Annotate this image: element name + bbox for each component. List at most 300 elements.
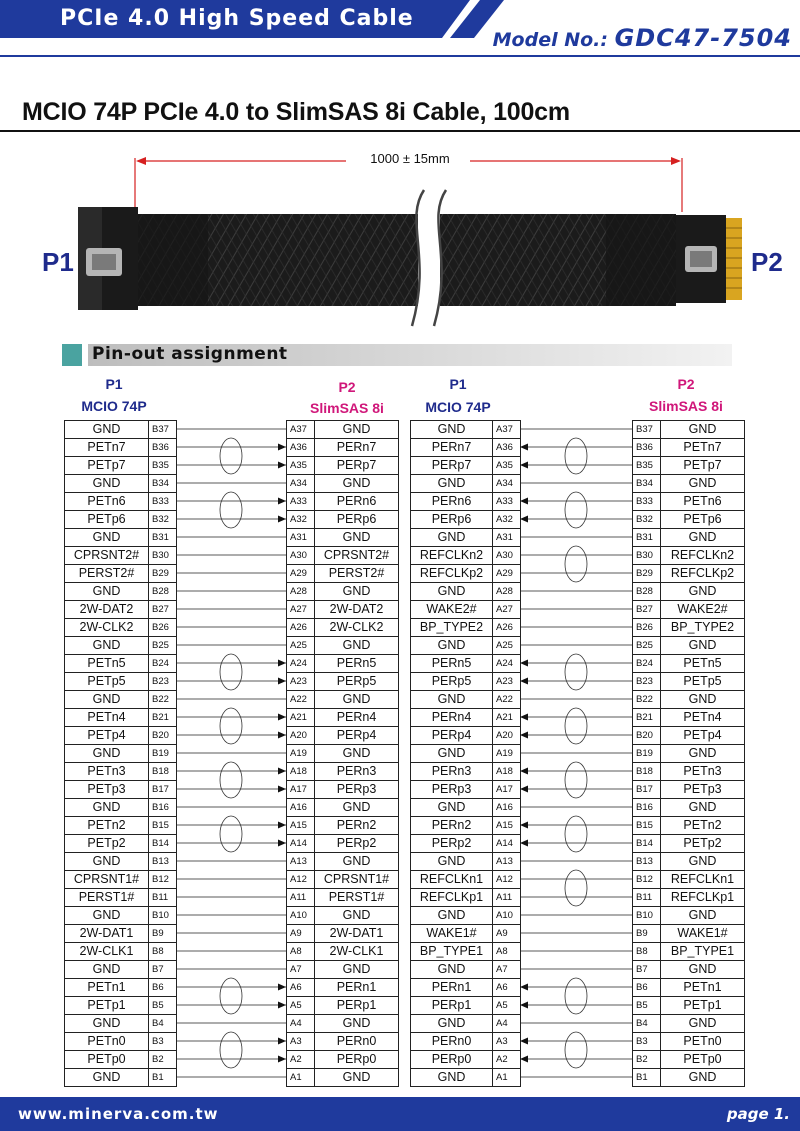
pin-number: A15 xyxy=(493,817,521,835)
signal-name: BP_TYPE1 xyxy=(661,943,745,961)
pin-number: A3 xyxy=(287,1033,315,1051)
arrow-icon xyxy=(520,822,528,829)
pin-number: B16 xyxy=(633,799,661,817)
signal-name: PERp1 xyxy=(411,997,493,1015)
pin-number: B24 xyxy=(149,655,177,673)
signal-name: PETp3 xyxy=(65,781,149,799)
pin-number: B15 xyxy=(633,817,661,835)
signal-name: PETp2 xyxy=(65,835,149,853)
pin-number: B32 xyxy=(633,511,661,529)
footer-url[interactable]: www.minerva.com.tw xyxy=(18,1105,219,1123)
signal-name: PETn3 xyxy=(65,763,149,781)
signal-name: GND xyxy=(65,1015,149,1033)
pin-number: A18 xyxy=(493,763,521,781)
pin-number: B2 xyxy=(149,1051,177,1069)
signal-name: PERn0 xyxy=(315,1033,399,1051)
signal-name: PETn4 xyxy=(65,709,149,727)
arrow-icon xyxy=(520,660,528,667)
signal-name: PERp2 xyxy=(315,835,399,853)
pin-number: B10 xyxy=(149,907,177,925)
signal-name: PETp1 xyxy=(661,997,745,1015)
pin-number: A6 xyxy=(493,979,521,997)
signal-name: CPRSNT2# xyxy=(65,547,149,565)
pin-number: A17 xyxy=(493,781,521,799)
pin-number: B28 xyxy=(633,583,661,601)
signal-name: GND xyxy=(411,1015,493,1033)
pin-number: B3 xyxy=(633,1033,661,1051)
signal-name: GND xyxy=(65,637,149,655)
signal-name: PERp0 xyxy=(315,1051,399,1069)
right-p2-header: P2 xyxy=(677,376,695,392)
pin-number: B16 xyxy=(149,799,177,817)
arrow-icon xyxy=(520,462,528,469)
pin-number: B23 xyxy=(149,673,177,691)
signal-name: PETn2 xyxy=(661,817,745,835)
pin-number: A23 xyxy=(493,673,521,691)
arrow-icon xyxy=(520,678,528,685)
signal-name: WAKE1# xyxy=(661,925,745,943)
pin-number: A12 xyxy=(287,871,315,889)
pin-number: A31 xyxy=(493,529,521,547)
pin-number: A1 xyxy=(287,1069,315,1087)
arrow-icon xyxy=(278,678,286,685)
signal-name: GND xyxy=(411,799,493,817)
pin-number: A4 xyxy=(493,1015,521,1033)
pin-number: A9 xyxy=(493,925,521,943)
pin-number: B10 xyxy=(633,907,661,925)
twisted-pair-icon xyxy=(565,870,587,906)
signal-name: PERn4 xyxy=(315,709,399,727)
signal-name: PERp6 xyxy=(315,511,399,529)
signal-name: REFCLKp2 xyxy=(411,565,493,583)
signal-name: 2W-CLK1 xyxy=(315,943,399,961)
signal-name: PERp4 xyxy=(315,727,399,745)
signal-name: PERp2 xyxy=(411,835,493,853)
signal-name: GND xyxy=(315,529,399,547)
pin-number: A5 xyxy=(287,997,315,1015)
signal-name: PETn3 xyxy=(661,763,745,781)
pin-number: B2 xyxy=(633,1051,661,1069)
pin-number: A22 xyxy=(287,691,315,709)
signal-name: 2W-CLK2 xyxy=(315,619,399,637)
dimension-label: 1000 ± 15mm xyxy=(355,151,465,166)
arrow-icon xyxy=(520,732,528,739)
signal-name: GND xyxy=(315,853,399,871)
pin-number: B4 xyxy=(149,1015,177,1033)
pin-number: B28 xyxy=(149,583,177,601)
twisted-pair-icon xyxy=(565,978,587,1014)
pin-number: A26 xyxy=(287,619,315,637)
signal-name: GND xyxy=(411,421,493,439)
pin-number: A1 xyxy=(493,1069,521,1087)
model-value: GDC47-7504 xyxy=(614,24,792,52)
pin-number: A33 xyxy=(287,493,315,511)
arrow-icon xyxy=(278,840,286,847)
signal-name: PERp3 xyxy=(411,781,493,799)
arrow-icon xyxy=(520,840,528,847)
twisted-pair-icon xyxy=(565,654,587,690)
signal-name: PERn0 xyxy=(411,1033,493,1051)
pin-number: B30 xyxy=(633,547,661,565)
pin-number: A7 xyxy=(287,961,315,979)
model-label: Model No.: xyxy=(492,29,615,51)
signal-name: PETp3 xyxy=(661,781,745,799)
pin-number: A24 xyxy=(493,655,521,673)
arrow-icon xyxy=(278,768,286,775)
pin-number: B3 xyxy=(149,1033,177,1051)
signal-name: GND xyxy=(661,529,745,547)
pin-number: B32 xyxy=(149,511,177,529)
signal-name: PETp2 xyxy=(661,835,745,853)
signal-name: GND xyxy=(315,1069,399,1087)
arrow-icon xyxy=(520,714,528,721)
pin-number: B7 xyxy=(633,961,661,979)
pin-number: A20 xyxy=(287,727,315,745)
signal-name: GND xyxy=(661,691,745,709)
signal-name: PERp0 xyxy=(411,1051,493,1069)
pin-number: B18 xyxy=(149,763,177,781)
signal-name: 2W-CLK2 xyxy=(65,619,149,637)
arrow-icon xyxy=(278,1038,286,1045)
pin-number: A26 xyxy=(493,619,521,637)
arrow-icon xyxy=(520,984,528,991)
left-p2-header: P2 xyxy=(338,379,356,395)
pin-number: B27 xyxy=(149,601,177,619)
pin-number: B24 xyxy=(633,655,661,673)
signal-name: PETp4 xyxy=(65,727,149,745)
pin-number: B33 xyxy=(149,493,177,511)
signal-name: PETp7 xyxy=(661,457,745,475)
p2-label: P2 xyxy=(751,247,783,277)
pin-number: B22 xyxy=(633,691,661,709)
signal-name: PERn2 xyxy=(315,817,399,835)
signal-name: GND xyxy=(661,475,745,493)
signal-name: REFCLKp1 xyxy=(661,889,745,907)
signal-name: GND xyxy=(65,1069,149,1087)
signal-name: PERST1# xyxy=(65,889,149,907)
pin-number: B11 xyxy=(633,889,661,907)
signal-name: REFCLKn2 xyxy=(411,547,493,565)
pin-number: B35 xyxy=(149,457,177,475)
pin-number: B4 xyxy=(633,1015,661,1033)
pin-number: A36 xyxy=(287,439,315,457)
signal-name: BP_TYPE2 xyxy=(661,619,745,637)
signal-name: PERp7 xyxy=(315,457,399,475)
pin-number: B22 xyxy=(149,691,177,709)
signal-name: PERn1 xyxy=(315,979,399,997)
pin-number: B29 xyxy=(633,565,661,583)
pin-number: A5 xyxy=(493,997,521,1015)
arrow-icon xyxy=(520,498,528,505)
pin-number: A15 xyxy=(287,817,315,835)
twisted-pair-icon xyxy=(220,1032,242,1068)
pin-number: B19 xyxy=(149,745,177,763)
pin-number: A3 xyxy=(493,1033,521,1051)
pin-number: B30 xyxy=(149,547,177,565)
signal-name: GND xyxy=(315,421,399,439)
signal-name: PERST2# xyxy=(65,565,149,583)
signal-name: GND xyxy=(661,907,745,925)
signal-name: GND xyxy=(315,583,399,601)
signal-name: PERn6 xyxy=(411,493,493,511)
signal-name: CPRSNT1# xyxy=(65,871,149,889)
signal-name: BP_TYPE2 xyxy=(411,619,493,637)
pin-number: B13 xyxy=(633,853,661,871)
signal-name: GND xyxy=(65,907,149,925)
signal-name: GND xyxy=(65,853,149,871)
page-number: page 1. xyxy=(726,1105,790,1123)
pin-number: A28 xyxy=(287,583,315,601)
pin-number: B33 xyxy=(633,493,661,511)
pin-number: A9 xyxy=(287,925,315,943)
twisted-pair-icon xyxy=(565,1032,587,1068)
arrow-icon xyxy=(278,660,286,667)
pin-number: A16 xyxy=(493,799,521,817)
pin-number: B17 xyxy=(633,781,661,799)
pin-number: B23 xyxy=(633,673,661,691)
pin-number: A22 xyxy=(493,691,521,709)
pin-number: B25 xyxy=(149,637,177,655)
signal-name: PERn5 xyxy=(411,655,493,673)
twisted-pair-icon xyxy=(220,708,242,744)
signal-name: PETp0 xyxy=(661,1051,745,1069)
pin-number: A14 xyxy=(493,835,521,853)
pin-number: A20 xyxy=(493,727,521,745)
pin-number: A8 xyxy=(493,943,521,961)
signal-name: PERp1 xyxy=(315,997,399,1015)
pin-number: A11 xyxy=(287,889,315,907)
pin-number: A8 xyxy=(287,943,315,961)
arrow-icon xyxy=(520,444,528,451)
arrow-icon xyxy=(278,1002,286,1009)
pin-number: B5 xyxy=(633,997,661,1015)
pin-number: B20 xyxy=(633,727,661,745)
pin-number: A29 xyxy=(493,565,521,583)
signal-name: WAKE1# xyxy=(411,925,493,943)
pin-number: A19 xyxy=(287,745,315,763)
pin-number: A35 xyxy=(287,457,315,475)
signal-name: PETn2 xyxy=(65,817,149,835)
signal-name: GND xyxy=(411,853,493,871)
pin-number: B14 xyxy=(633,835,661,853)
signal-name: PETn5 xyxy=(661,655,745,673)
signal-name: GND xyxy=(65,799,149,817)
pin-number: A17 xyxy=(287,781,315,799)
pin-number: B26 xyxy=(633,619,661,637)
twisted-pair-icon xyxy=(220,492,242,528)
right-slimsas-header: SlimSAS 8i xyxy=(649,398,723,414)
signal-name: GND xyxy=(315,961,399,979)
signal-name: GND xyxy=(661,583,745,601)
signal-name: PERST1# xyxy=(315,889,399,907)
pin-number: B37 xyxy=(633,421,661,439)
signal-name: 2W-CLK1 xyxy=(65,943,149,961)
pin-number: A21 xyxy=(287,709,315,727)
signal-name: GND xyxy=(315,907,399,925)
pin-number: A11 xyxy=(493,889,521,907)
left-mcio-header: MCIO 74P xyxy=(81,398,147,414)
pin-number: B27 xyxy=(633,601,661,619)
signal-name: 2W-DAT2 xyxy=(65,601,149,619)
pin-number: B9 xyxy=(633,925,661,943)
pin-number: B21 xyxy=(149,709,177,727)
signal-name: PERp6 xyxy=(411,511,493,529)
signal-name: PETn0 xyxy=(65,1033,149,1051)
pin-number: A30 xyxy=(493,547,521,565)
signal-name: PETn1 xyxy=(661,979,745,997)
pin-number: B26 xyxy=(149,619,177,637)
twisted-pair-icon xyxy=(220,762,242,798)
signal-name: GND xyxy=(411,637,493,655)
signal-name: PERn1 xyxy=(411,979,493,997)
signal-name: REFCLKn1 xyxy=(661,871,745,889)
signal-name: PETp0 xyxy=(65,1051,149,1069)
signal-name: PETp5 xyxy=(65,673,149,691)
pin-number: A33 xyxy=(493,493,521,511)
signal-name: PERp4 xyxy=(411,727,493,745)
right-mcio-header: MCIO 74P xyxy=(425,399,491,415)
signal-name: PERp5 xyxy=(315,673,399,691)
twisted-pair-icon xyxy=(565,546,587,582)
pin-number: A34 xyxy=(493,475,521,493)
signal-name: PERn6 xyxy=(315,493,399,511)
pin-number: B5 xyxy=(149,997,177,1015)
signal-name: GND xyxy=(411,745,493,763)
header-tag: PCIe 4.0 High Speed Cable xyxy=(60,6,414,31)
twisted-pair-icon xyxy=(565,492,587,528)
arrow-icon xyxy=(520,768,528,775)
pin-number: B11 xyxy=(149,889,177,907)
signal-name: BP_TYPE1 xyxy=(411,943,493,961)
signal-name: GND xyxy=(65,745,149,763)
pin-number: A37 xyxy=(493,421,521,439)
signal-name: GND xyxy=(411,907,493,925)
twisted-pair-icon xyxy=(220,978,242,1014)
signal-name: WAKE2# xyxy=(411,601,493,619)
pin-number: A13 xyxy=(493,853,521,871)
signal-name: PETn7 xyxy=(661,439,745,457)
pin-number: B29 xyxy=(149,565,177,583)
signal-name: PETp5 xyxy=(661,673,745,691)
twisted-pair-icon xyxy=(565,438,587,474)
signal-name: REFCLKn1 xyxy=(411,871,493,889)
signal-name: PERn7 xyxy=(411,439,493,457)
signal-name: GND xyxy=(661,961,745,979)
twisted-pair-icon xyxy=(565,816,587,852)
signal-name: GND xyxy=(315,1015,399,1033)
pin-number: B36 xyxy=(149,439,177,457)
pin-number: A10 xyxy=(287,907,315,925)
pin-number: B35 xyxy=(633,457,661,475)
pin-number: B9 xyxy=(149,925,177,943)
signal-name: PETn7 xyxy=(65,439,149,457)
section-title: Pin-out assignment xyxy=(92,344,288,364)
pin-number: B12 xyxy=(149,871,177,889)
signal-name: GND xyxy=(661,637,745,655)
arrow-icon xyxy=(278,822,286,829)
pin-number: A28 xyxy=(493,583,521,601)
signal-name: GND xyxy=(661,853,745,871)
signal-name: 2W-DAT1 xyxy=(65,925,149,943)
pin-number: B18 xyxy=(633,763,661,781)
pin-number: A7 xyxy=(493,961,521,979)
signal-name: CPRSNT1# xyxy=(315,871,399,889)
pin-number: A25 xyxy=(493,637,521,655)
signal-name: GND xyxy=(65,583,149,601)
arrow-icon xyxy=(278,714,286,721)
pin-number: A32 xyxy=(493,511,521,529)
arrow-icon xyxy=(520,516,528,523)
signal-name: PETp4 xyxy=(661,727,745,745)
signal-name: GND xyxy=(411,529,493,547)
signal-name: REFCLKp1 xyxy=(411,889,493,907)
signal-name: REFCLKn2 xyxy=(661,547,745,565)
footer xyxy=(0,1097,800,1131)
signal-name: GND xyxy=(315,745,399,763)
signal-name: GND xyxy=(661,1015,745,1033)
signal-name: GND xyxy=(315,475,399,493)
p1-label: P1 xyxy=(42,247,74,277)
pin-number: A27 xyxy=(287,601,315,619)
signal-name: WAKE2# xyxy=(661,601,745,619)
signal-name: PETp7 xyxy=(65,457,149,475)
arrow-icon xyxy=(278,498,286,505)
pin-number: B13 xyxy=(149,853,177,871)
pin-number: A4 xyxy=(287,1015,315,1033)
signal-name: GND xyxy=(411,961,493,979)
pin-number: B12 xyxy=(633,871,661,889)
arrow-icon xyxy=(278,516,286,523)
signal-name: PERp3 xyxy=(315,781,399,799)
pin-number: A13 xyxy=(287,853,315,871)
pin-number: A12 xyxy=(493,871,521,889)
pin-number: B20 xyxy=(149,727,177,745)
arrow-icon xyxy=(278,786,286,793)
arrow-icon xyxy=(520,1038,528,1045)
pin-number: B19 xyxy=(633,745,661,763)
pin-number: A21 xyxy=(493,709,521,727)
twisted-pair-icon xyxy=(565,708,587,744)
left-slimsas-header: SlimSAS 8i xyxy=(310,400,384,416)
pin-number: A16 xyxy=(287,799,315,817)
signal-name: PERn5 xyxy=(315,655,399,673)
pin-number: B1 xyxy=(149,1069,177,1087)
pin-number: B21 xyxy=(633,709,661,727)
signal-name: PERn7 xyxy=(315,439,399,457)
twisted-pair-icon xyxy=(220,654,242,690)
pin-number: B14 xyxy=(149,835,177,853)
pin-number: A6 xyxy=(287,979,315,997)
signal-name: PETp1 xyxy=(65,997,149,1015)
signal-name: GND xyxy=(661,799,745,817)
signal-name: PETp6 xyxy=(65,511,149,529)
signal-name: PETn4 xyxy=(661,709,745,727)
pin-number: B25 xyxy=(633,637,661,655)
signal-name: 2W-DAT2 xyxy=(315,601,399,619)
signal-name: PERn4 xyxy=(411,709,493,727)
pin-number: A29 xyxy=(287,565,315,583)
pin-number: A23 xyxy=(287,673,315,691)
pin-number: A27 xyxy=(493,601,521,619)
twisted-pair-icon xyxy=(565,762,587,798)
signal-name: GND xyxy=(411,583,493,601)
signal-name: PERn2 xyxy=(411,817,493,835)
left-p1-header: P1 xyxy=(105,376,123,392)
pin-number: B7 xyxy=(149,961,177,979)
signal-name: PERp7 xyxy=(411,457,493,475)
pin-number: B31 xyxy=(149,529,177,547)
signal-name: GND xyxy=(315,799,399,817)
